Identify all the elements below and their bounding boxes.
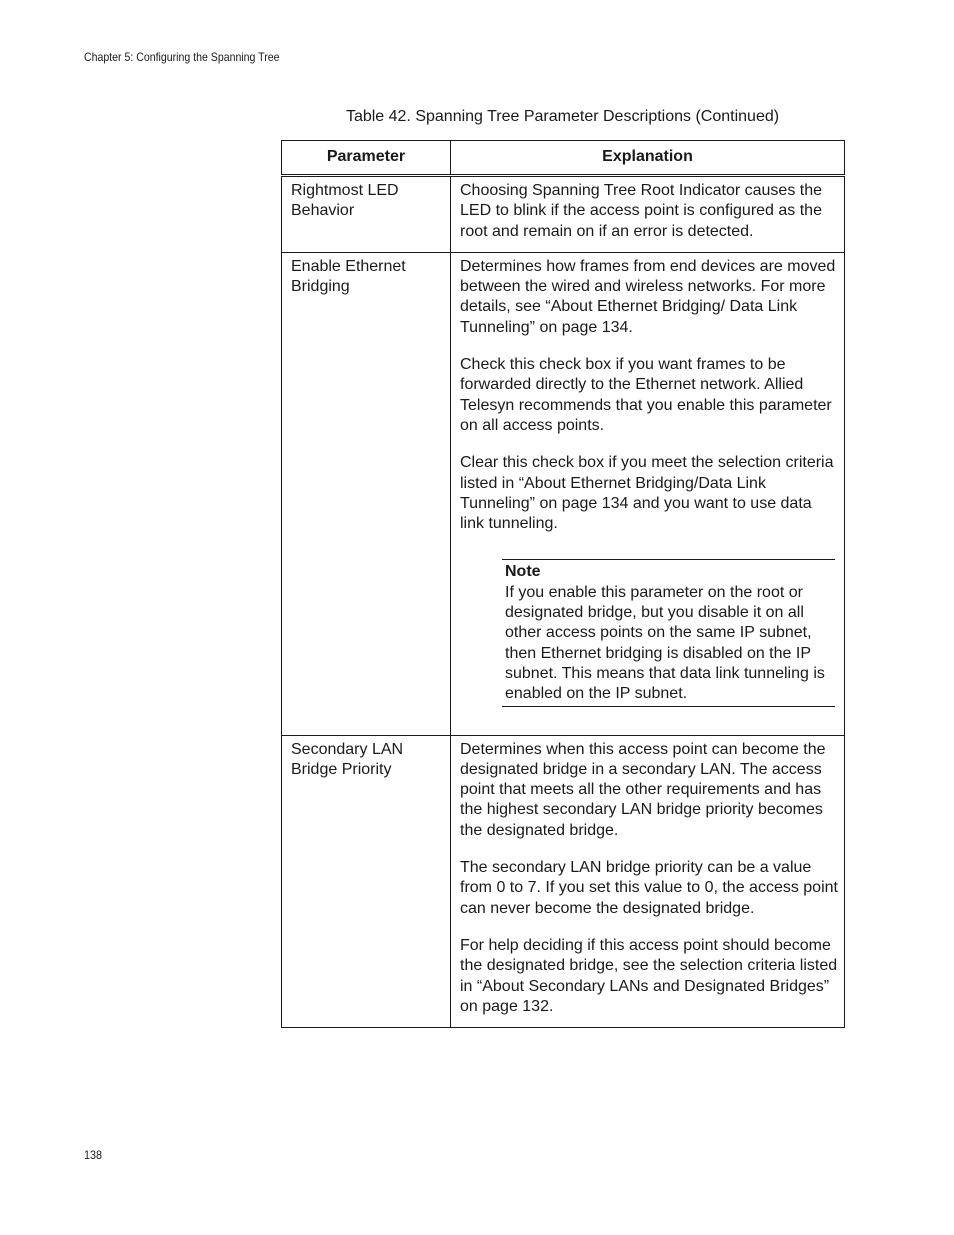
explanation-paragraph: Check this check box if you want frames to be forwarded directly to the Ethernet network. Allied Telesyn recommends that you enable this parameter on all access points. [460,356,832,434]
note-text: If you enable this parameter on the root or designated bridge, but you disable it on all other access points on the same IP subnet, then Ethernet bridging is disabled on the IP subnet. This means that data link tunneling is enabled on the IP subnet. [505,583,825,703]
explanation-paragraph: Determines when this access point can become the designated bridge in a secondary LAN. The access point that meets all the other requirements and has the highest secondary LAN bridge priority becomes the designated bridge. [460,740,826,839]
page-number: 138 [84,1148,103,1162]
parameter-cell: Enable Ethernet Bridging [282,252,451,735]
table-row [282,735,845,1028]
explanation-paragraph: For help deciding if this access point should become the designated bridge, see the selection criteria listed in “About Secondary LANs and Designated Bridges” on page 132. [460,936,838,1015]
explanation-paragraph: Determines how frames from end devices are moved between the wired and wireless networks. For more details, see “About Ethernet Bridging/ Data Link Tunneling” on page 134. [460,257,836,336]
explanation-cell [451,252,845,735]
parameter-cell: Rightmost LED Behavior [282,176,451,253]
table-row [282,176,845,253]
explanation-paragraph: Choosing Spanning Tree Root Indicator causes the LED to blink if the access point is configured as the root and remain on if an error is detected. [460,182,823,240]
explanation-paragraph: The secondary LAN bridge priority can be a value from 0 to 7. If you set this value to 0, the access point can never become the designated bridge. [460,859,838,917]
running-header: Chapter 5: Configuring the Spanning Tree [84,50,280,64]
table-caption: Table 42. Spanning Tree Parameter Descriptions (Continued) [345,108,780,125]
parameter-table [281,140,845,1028]
explanation-paragraph: Clear this check box if you meet the selection criteria listed in “About Ethernet Bridging/Data Link Tunneling” on page 134 and you want to use data link tunneling. [460,454,834,533]
explanation-cell [451,735,845,1028]
table-header-row [282,141,845,176]
note-box [502,559,835,706]
explanation-cell [451,176,845,253]
parameter-cell: Secondary LAN Bridge Priority [282,735,451,1028]
table-row [282,252,845,735]
column-header-parameter: Parameter [282,141,451,176]
column-header-explanation: Explanation [451,141,845,176]
note-title: Note [505,563,541,581]
